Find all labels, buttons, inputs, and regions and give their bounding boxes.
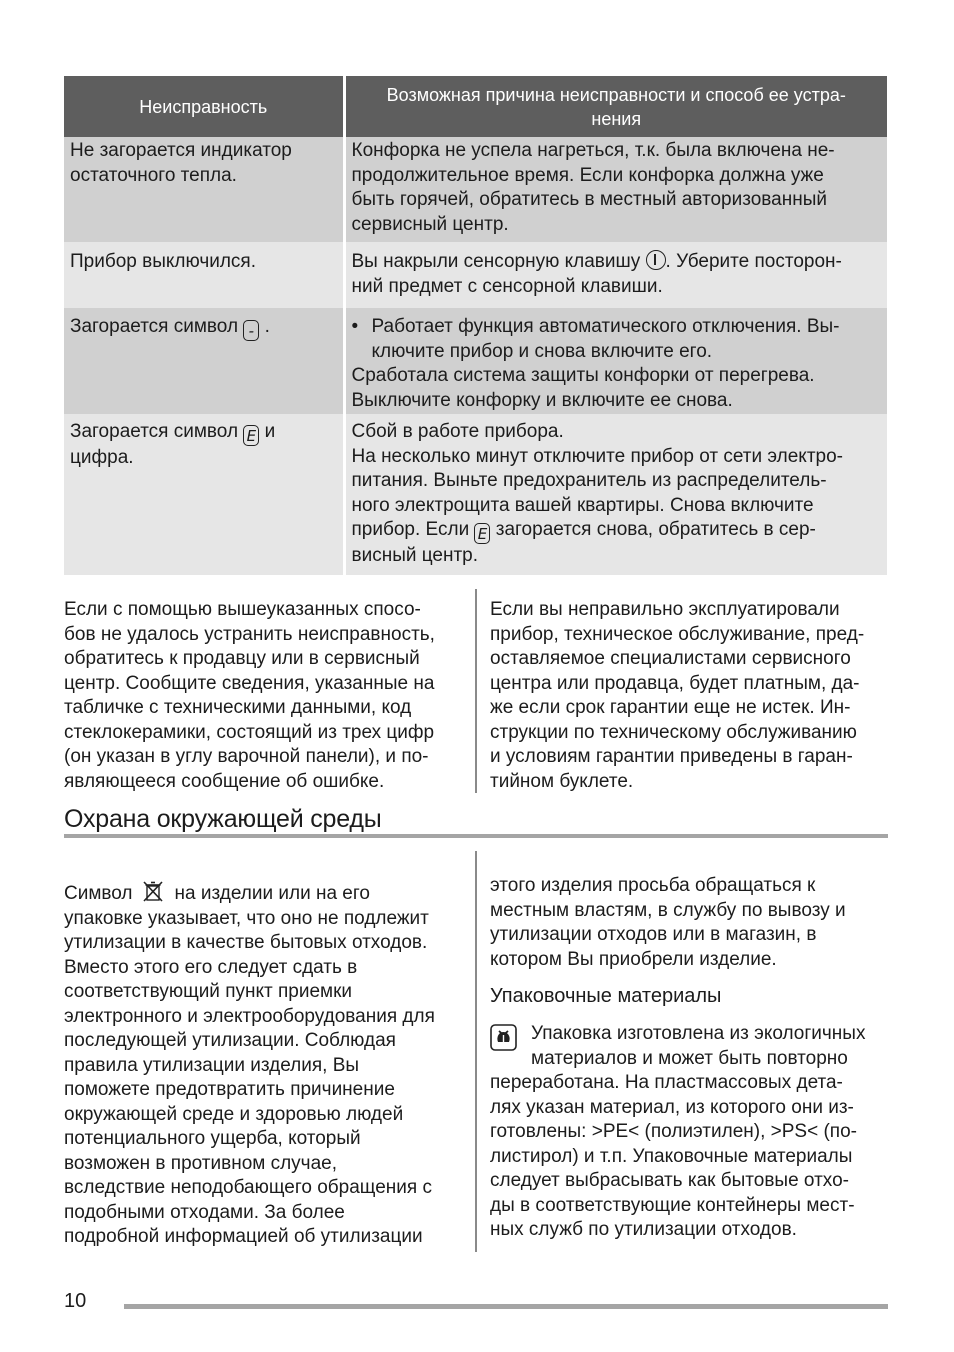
problem-cell: Прибор выключился. (64, 242, 344, 308)
column-divider (475, 589, 477, 793)
header-solution: Возможная причина неисправности и способ ее устра- нения (344, 76, 887, 137)
problem-cell: Загорается символ E и цифра. (64, 414, 344, 575)
packaging-paragraph: переработана. На пластмассовых дета- лях указан материал, из которого они из- готовлены: >PE< (полиэтилен), >PS< (по- листирол) и т.п. Упаковочные материалы следует выбрасывать как бытовые отхо- ды в соответствующие контейнеры мест- ных служб по утилизации отходов. (490, 1072, 857, 1240)
packaging-paragraph-first: Упаковка изготовлена из экологичных материалов и может быть повторно (531, 1023, 866, 1069)
packaging-recycle-icon (490, 1024, 517, 1051)
page-number: 10 (64, 1290, 87, 1312)
service-paragraph: Если с помощью вышеуказанных спосо- бов не удалось устранить неисправность, обратитесь к продавцу или в сервисный центр. Сообщите сведения, указанные на табличке с техническими данными, код стеклокерамики, состоящий из трех цифр (он указан в углу варочной панели), и по- являющееся сообщение об ошибке. (64, 599, 435, 792)
troubleshooting-table (64, 76, 887, 575)
bullet-item: • Работает функция автоматического отключения. Вы- ключите прибор и снова включите его. (352, 315, 882, 364)
table-row (64, 242, 887, 308)
header-problem: Неисправность (64, 76, 344, 137)
footer-rule (124, 1304, 888, 1309)
disposal-paragraph: Символ на изделии или на его упаковке указывает, что оно не подлежит утилизации в качестве бытовых отходов. Вместо этого его следует сдать в соответствующий пункт приемки электронного и электрооборудования для последующей утилизации. Соблюдая правила утилизации изделия, Вы поможете предотвратить причинение окружающей среде и здоровью людей потенциального ущерба, который возможен в противном случае, вследствие неподобающего обращения с подобными отходами. За более подробной информацией об утилизации (64, 879, 468, 1250)
column-divider (475, 851, 477, 1252)
dash-symbol-icon: - (243, 320, 259, 341)
crossed-out-bin-icon (141, 879, 165, 903)
table-row (64, 137, 887, 242)
warranty-paragraph: Если вы неправильно эксплуатировали прибор, техническое обслуживание, пред- оставляемое специалистами сервисного центра или продавца, будет платным, да- же если срок гарантии еще не истек. Ин- струкции по техническому обслуживанию и условиям гарантии приведены в гаран- тийном буклете. (490, 599, 865, 792)
table-row (64, 308, 887, 414)
problem-cell: Не загорается индикатор остаточного тепла. (64, 137, 344, 242)
disposal-paragraph-continued: этого изделия просьба обращаться к местным властям, в службу по вывозу и утилизации отходов или в магазин, в котором Вы приобрели изделие. (490, 875, 846, 970)
problem-cell: Загорается символ - . (64, 308, 344, 414)
solution-cell: • Работает функция автоматического отключения. Вы- ключите прибор и снова включите его. Сработала система защиты конфорки от перегрева. Выключите конфорку и включите ее снова. (344, 308, 887, 414)
table-row (64, 414, 887, 575)
error-symbol-icon: E (474, 523, 490, 544)
table-header-row (64, 76, 887, 137)
solution-cell: Сбой в работе прибора. На несколько минут отключите прибор от сети электро- питания. Выньте предохранитель из распределитель- ного электрощита вашей квартиры. Снова включите прибор. Если E загорается снова, обратитесь в сер- висный центр. (344, 414, 887, 575)
error-symbol-icon: E (243, 425, 259, 446)
solution-cell: Конфорка не успела нагреться, т.к. была включена не- продолжительное время. Если конфорка должна уже быть горячей, обратитесь в местный авторизованный сервисный центр. (344, 137, 887, 242)
power-icon (646, 250, 666, 270)
section-rule (64, 834, 888, 838)
solution-cell: Вы накрыли сенсорную клавишу . Уберите посторон- ний предмет с сенсорной клавиши. (344, 242, 887, 308)
section-title: Охрана окружающей среды (64, 805, 382, 833)
bullet: • (351, 316, 359, 337)
packaging-heading: Упаковочные материалы (490, 985, 722, 1007)
